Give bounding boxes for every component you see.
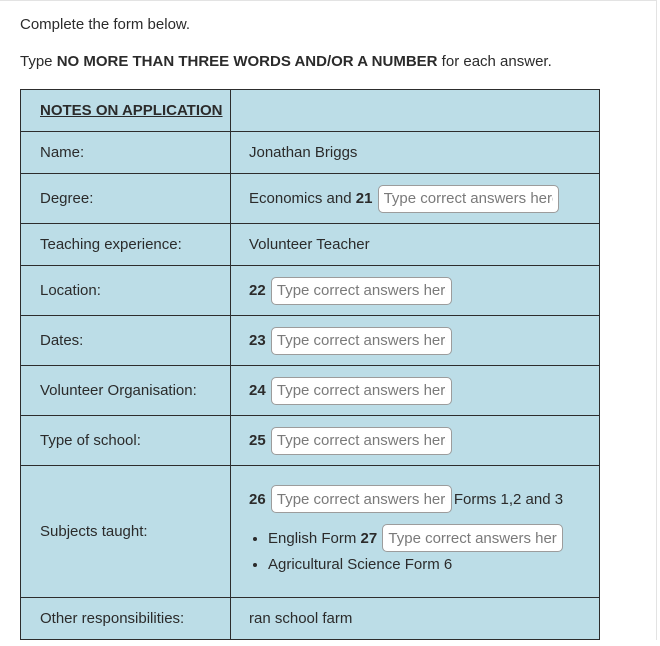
degree-prefix: Economics and [249, 189, 356, 207]
row-school-type [21, 416, 600, 466]
label-location: Location: [21, 266, 231, 316]
row-degree [21, 174, 600, 224]
agricultural-science-label: Agricultural Science Form 6 [268, 556, 453, 573]
value-name: Jonathan Briggs [231, 132, 600, 174]
instruction-prefix: Type [20, 53, 57, 70]
answer-input-23[interactable] [271, 327, 452, 355]
question-number-27: 27 [360, 530, 378, 547]
value-subjects [231, 466, 600, 598]
value-location [231, 266, 600, 316]
row-teaching [21, 224, 600, 266]
answer-input-24[interactable] [271, 377, 452, 405]
english-form-label: English Form [268, 530, 361, 547]
question-number-22: 22 [249, 281, 266, 299]
value-dates [231, 316, 600, 366]
row-other-responsibilities [21, 598, 600, 640]
row-subjects [21, 466, 600, 598]
subjects-forms: Forms 1,2 and 3 [453, 490, 564, 508]
answer-input-26[interactable] [271, 485, 452, 513]
question-number-21: 21 [355, 189, 373, 207]
value-organisation [231, 366, 600, 416]
label-degree: Degree: [21, 174, 231, 224]
label-name: Name: [21, 132, 231, 174]
label-subjects: Subjects taught: [21, 466, 231, 598]
subjects-list [249, 526, 599, 578]
instruction-complete-form: Complete the form below. [20, 16, 191, 33]
label-other-responsibilities: Other responsibilities: [21, 598, 231, 640]
table-header-row [21, 90, 600, 132]
subjects-line [249, 485, 599, 513]
instruction-word-limit [20, 53, 552, 70]
row-dates [21, 316, 600, 366]
value-other-responsibilities: ran school farm [231, 598, 600, 640]
answer-input-27[interactable] [382, 524, 563, 552]
table-header-empty-cell [231, 90, 600, 132]
table-header-cell [21, 90, 231, 132]
row-location [21, 266, 600, 316]
label-school-type: Type of school: [21, 416, 231, 466]
table-title: NOTES ON APPLICATION [40, 102, 223, 119]
value-degree [231, 174, 600, 224]
question-number-24: 24 [249, 381, 266, 399]
question-number-25: 25 [249, 431, 266, 449]
instruction-emphasis: NO MORE THAN THREE WORDS AND/OR A NUMBER [56, 53, 438, 70]
list-item [268, 526, 599, 552]
question-number-23: 23 [249, 331, 266, 349]
answer-input-21[interactable] [378, 185, 559, 213]
notes-table [20, 89, 600, 640]
row-organisation [21, 366, 600, 416]
value-school-type [231, 416, 600, 466]
label-dates: Dates: [21, 316, 231, 366]
label-teaching: Teaching experience: [21, 224, 231, 266]
question-number-26: 26 [249, 490, 266, 508]
answer-input-22[interactable] [271, 277, 452, 305]
row-name [21, 132, 600, 174]
label-organisation: Volunteer Organisation: [21, 366, 231, 416]
list-item [268, 552, 599, 578]
value-teaching: Volunteer Teacher [231, 224, 600, 266]
instruction-suffix: for each answer. [437, 53, 552, 70]
answer-input-25[interactable] [271, 427, 452, 455]
